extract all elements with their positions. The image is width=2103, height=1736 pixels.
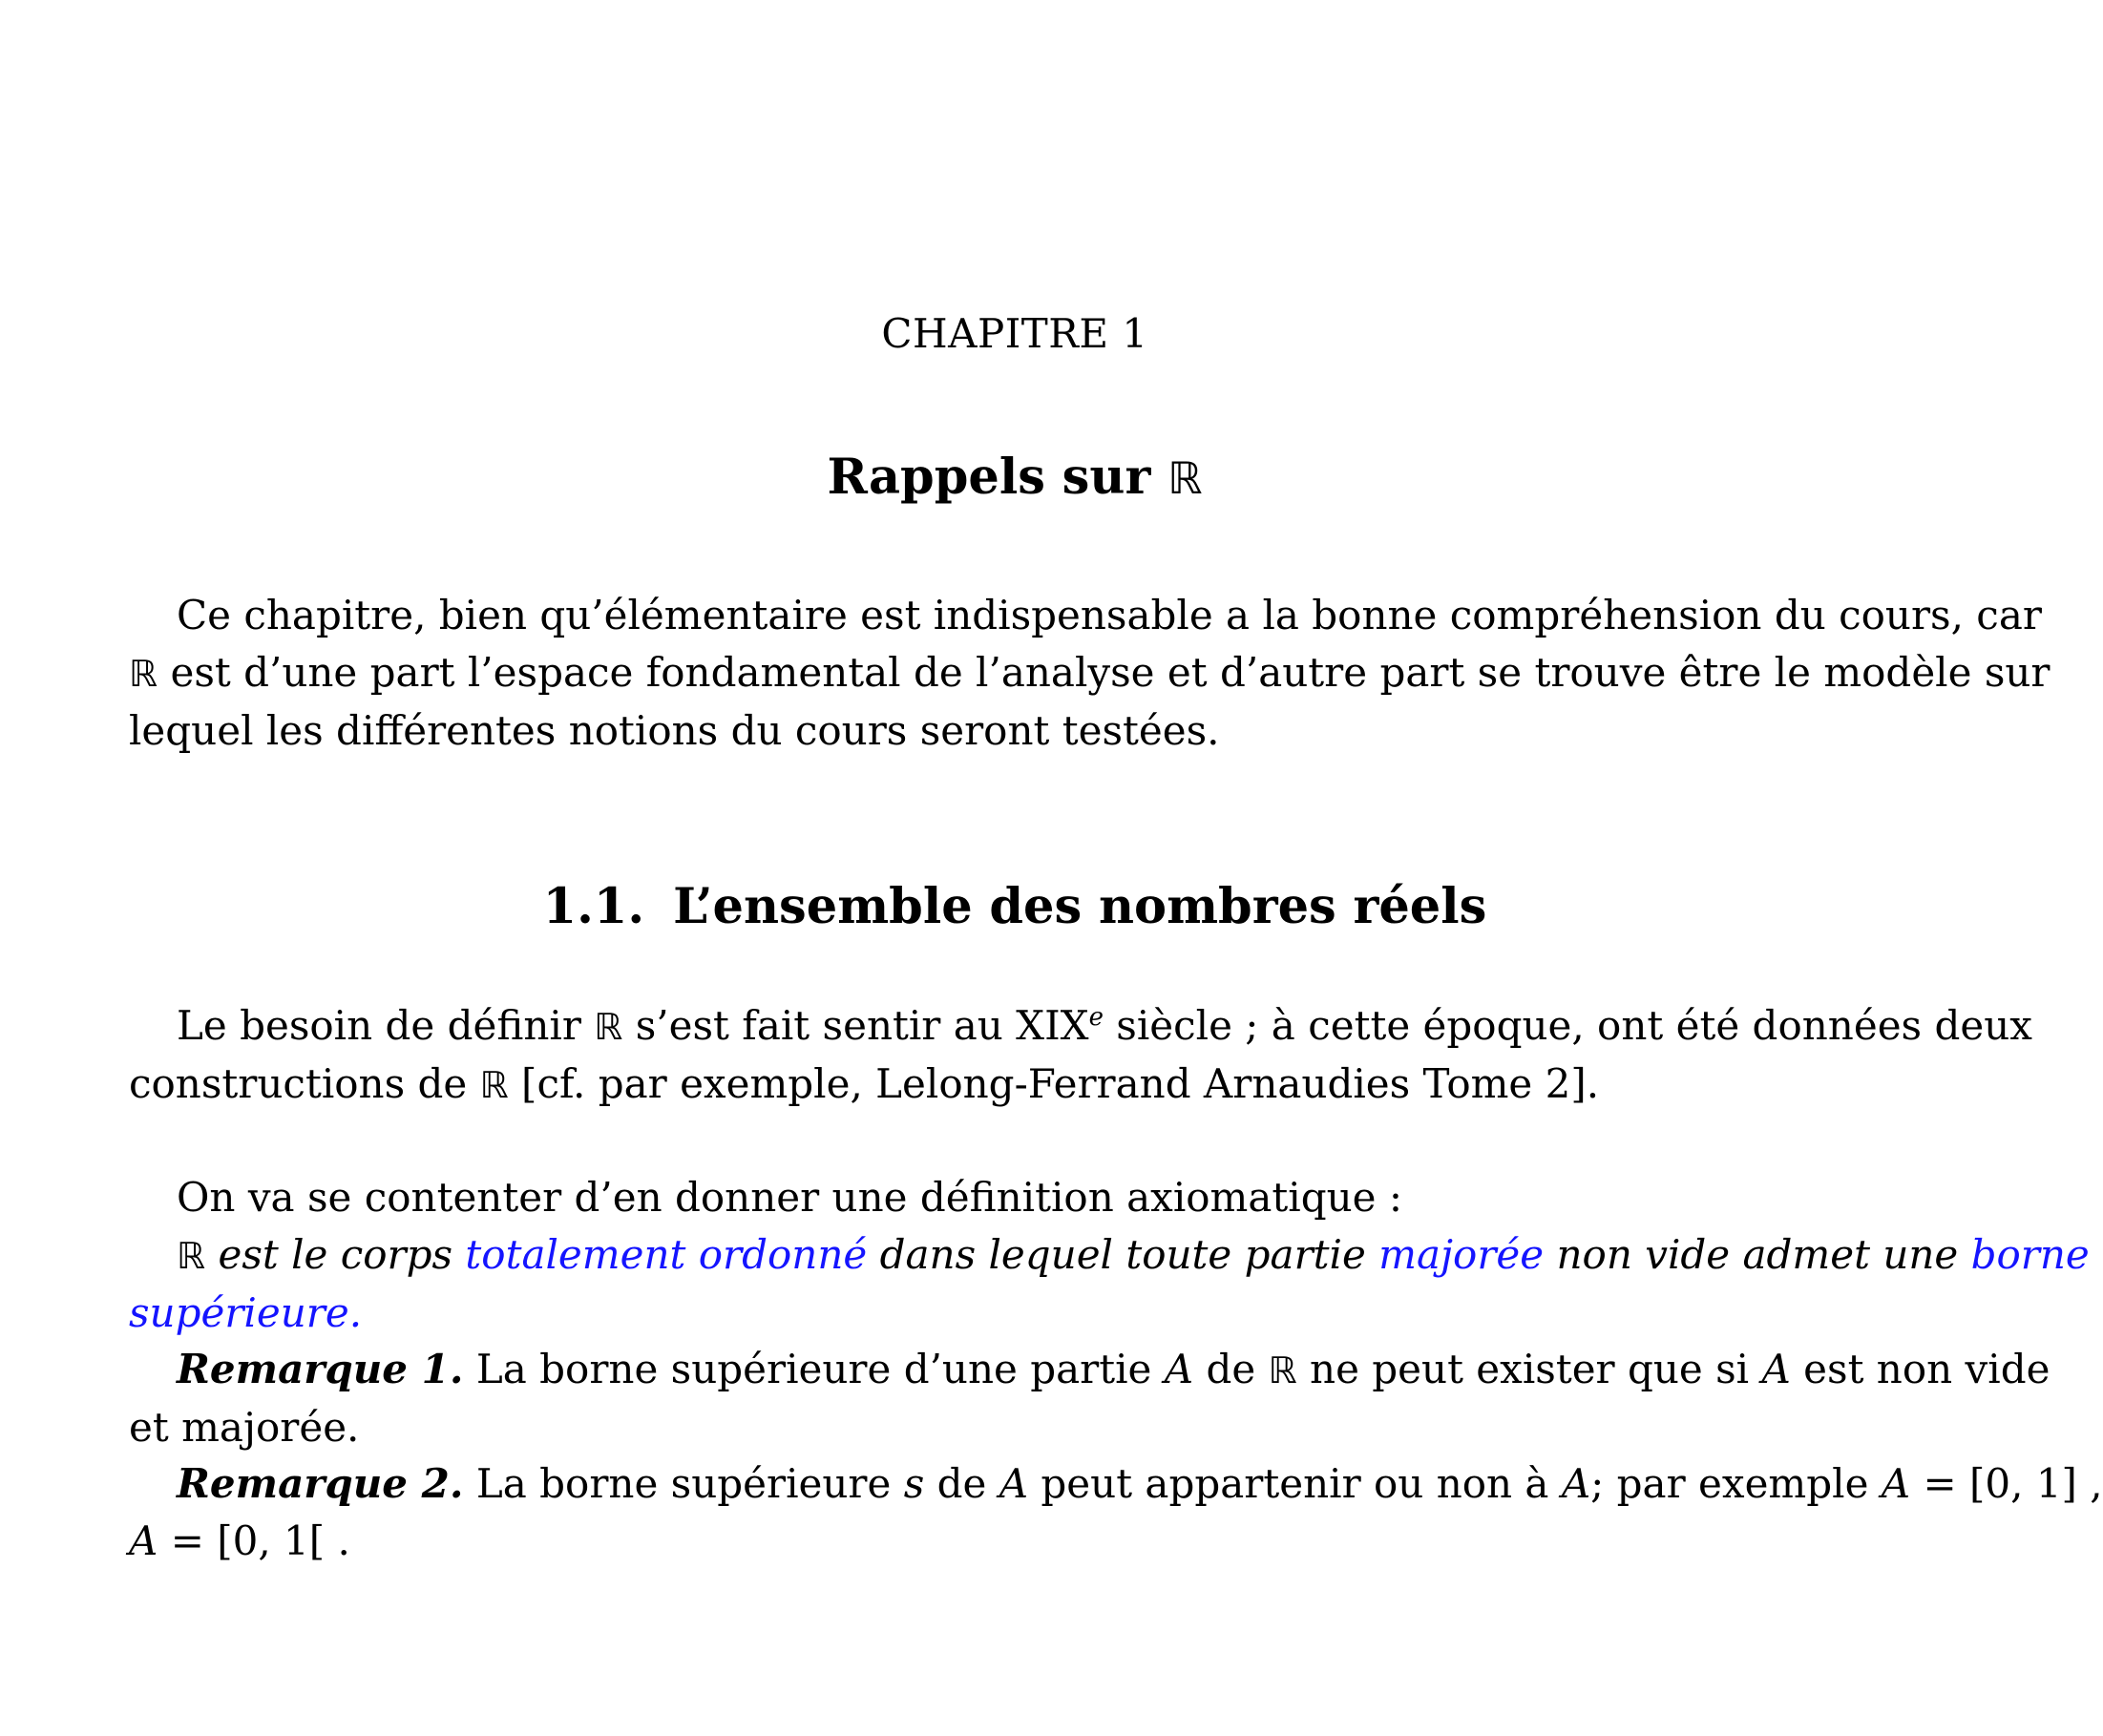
section-heading (0, 878, 2029, 935)
intro-line-1: Ce chapitre, bien qu’élémentaire est indispensable a la bonne compréhension du cours, car (177, 592, 2042, 638)
chapter-title-text: Rappels sur (827, 449, 1151, 506)
history-text-c: siècle ; à cette époque, ont été données deux (1103, 1002, 2032, 1049)
section-title-text: L’ensemble des nombres réels (673, 878, 1487, 935)
remark-1-line-1 (129, 1341, 2050, 1399)
history-line-2 (129, 1056, 1909, 1114)
definition-text-c: non vide admet une (1544, 1231, 1971, 1278)
remark-2-label: Remarque 2. (177, 1460, 464, 1507)
history-text-e: [cf. par exemple, Lelong-Ferrand Arnaudies Tome 2]. (508, 1060, 1600, 1107)
definition-text-a: est le corps (205, 1231, 466, 1278)
chapter-label: CHAPITRE 1 (881, 310, 1148, 357)
history-paragraph (129, 997, 2032, 1114)
remark-1-text-c: ne peut exister que si (1296, 1346, 1762, 1392)
remark-1-text-b: de (1193, 1346, 1269, 1392)
remark-2-text-d: ; par exemple (1590, 1460, 1882, 1507)
intro-line-2 (129, 644, 2050, 702)
history-line-1 (129, 997, 2032, 1056)
remark-2-text-a: La borne supérieure (463, 1460, 904, 1507)
remark-2-line-1 (129, 1455, 2103, 1513)
link-superieure[interactable]: supérieure. (129, 1289, 363, 1336)
real-numbers-symbol: ℝ (177, 1235, 206, 1277)
real-numbers-symbol: ℝ (479, 1064, 509, 1106)
intro-line-3: lequel les différentes notions du cours seront testées. (129, 707, 1220, 754)
real-numbers-symbol: ℝ (594, 1006, 623, 1048)
math-s: s (903, 1460, 925, 1507)
remark-2-text-c: peut appartenir ou non à (1028, 1460, 1562, 1507)
intro-line-2-text: est d’une part l’espace fondamental de l’analyse et d’autre part se trouve être le modèle sur (158, 649, 2050, 696)
history-text-a: Le besoin de définir (177, 1002, 595, 1049)
section-number: 1.1. (542, 878, 645, 935)
real-numbers-symbol: ℝ (1167, 452, 1203, 504)
math-A: A (999, 1460, 1029, 1507)
link-majoree[interactable]: majorée (1378, 1231, 1545, 1278)
remark-2 (129, 1455, 2103, 1570)
remark-1 (129, 1341, 2050, 1456)
remark-1-text-d: est non vide (1790, 1346, 2050, 1392)
definition-line-1 (129, 1226, 2090, 1285)
math-A: A (1761, 1346, 1791, 1392)
remark-2-line-2 (129, 1513, 1909, 1570)
chapter-title (0, 449, 2029, 506)
math-A: A (129, 1517, 158, 1564)
remark-2-text-b: de (924, 1460, 999, 1507)
remark-1-label: Remarque 1. (177, 1346, 464, 1392)
history-text-b: s’est fait sentir au XIX (622, 1002, 1089, 1049)
definition-intro: On va se contenter d’en donner une définition axiomatique : (177, 1174, 1403, 1221)
real-numbers-symbol: ℝ (1268, 1349, 1297, 1391)
interval-closed: = [0, 1] , (1910, 1460, 2103, 1507)
definition-text-b: dans lequel toute partie (867, 1231, 1379, 1278)
math-A: A (1881, 1460, 1911, 1507)
definition-paragraph (129, 1169, 2090, 1342)
superscript-e: e (1088, 1003, 1104, 1032)
intro-paragraph (129, 587, 2050, 760)
remark-1-line-2: et majorée. (129, 1404, 360, 1451)
real-numbers-symbol: ℝ (129, 653, 158, 695)
math-A: A (1164, 1346, 1194, 1392)
link-borne[interactable]: borne (1970, 1231, 2090, 1278)
math-A: A (1561, 1460, 1591, 1507)
history-text-d: constructions de (129, 1060, 480, 1107)
link-totalement-ordonne[interactable]: totalement ordonné (465, 1231, 868, 1278)
remark-1-text-a: La borne supérieure d’une partie (463, 1346, 1165, 1392)
interval-half-open: = [0, 1[ . (158, 1517, 350, 1564)
